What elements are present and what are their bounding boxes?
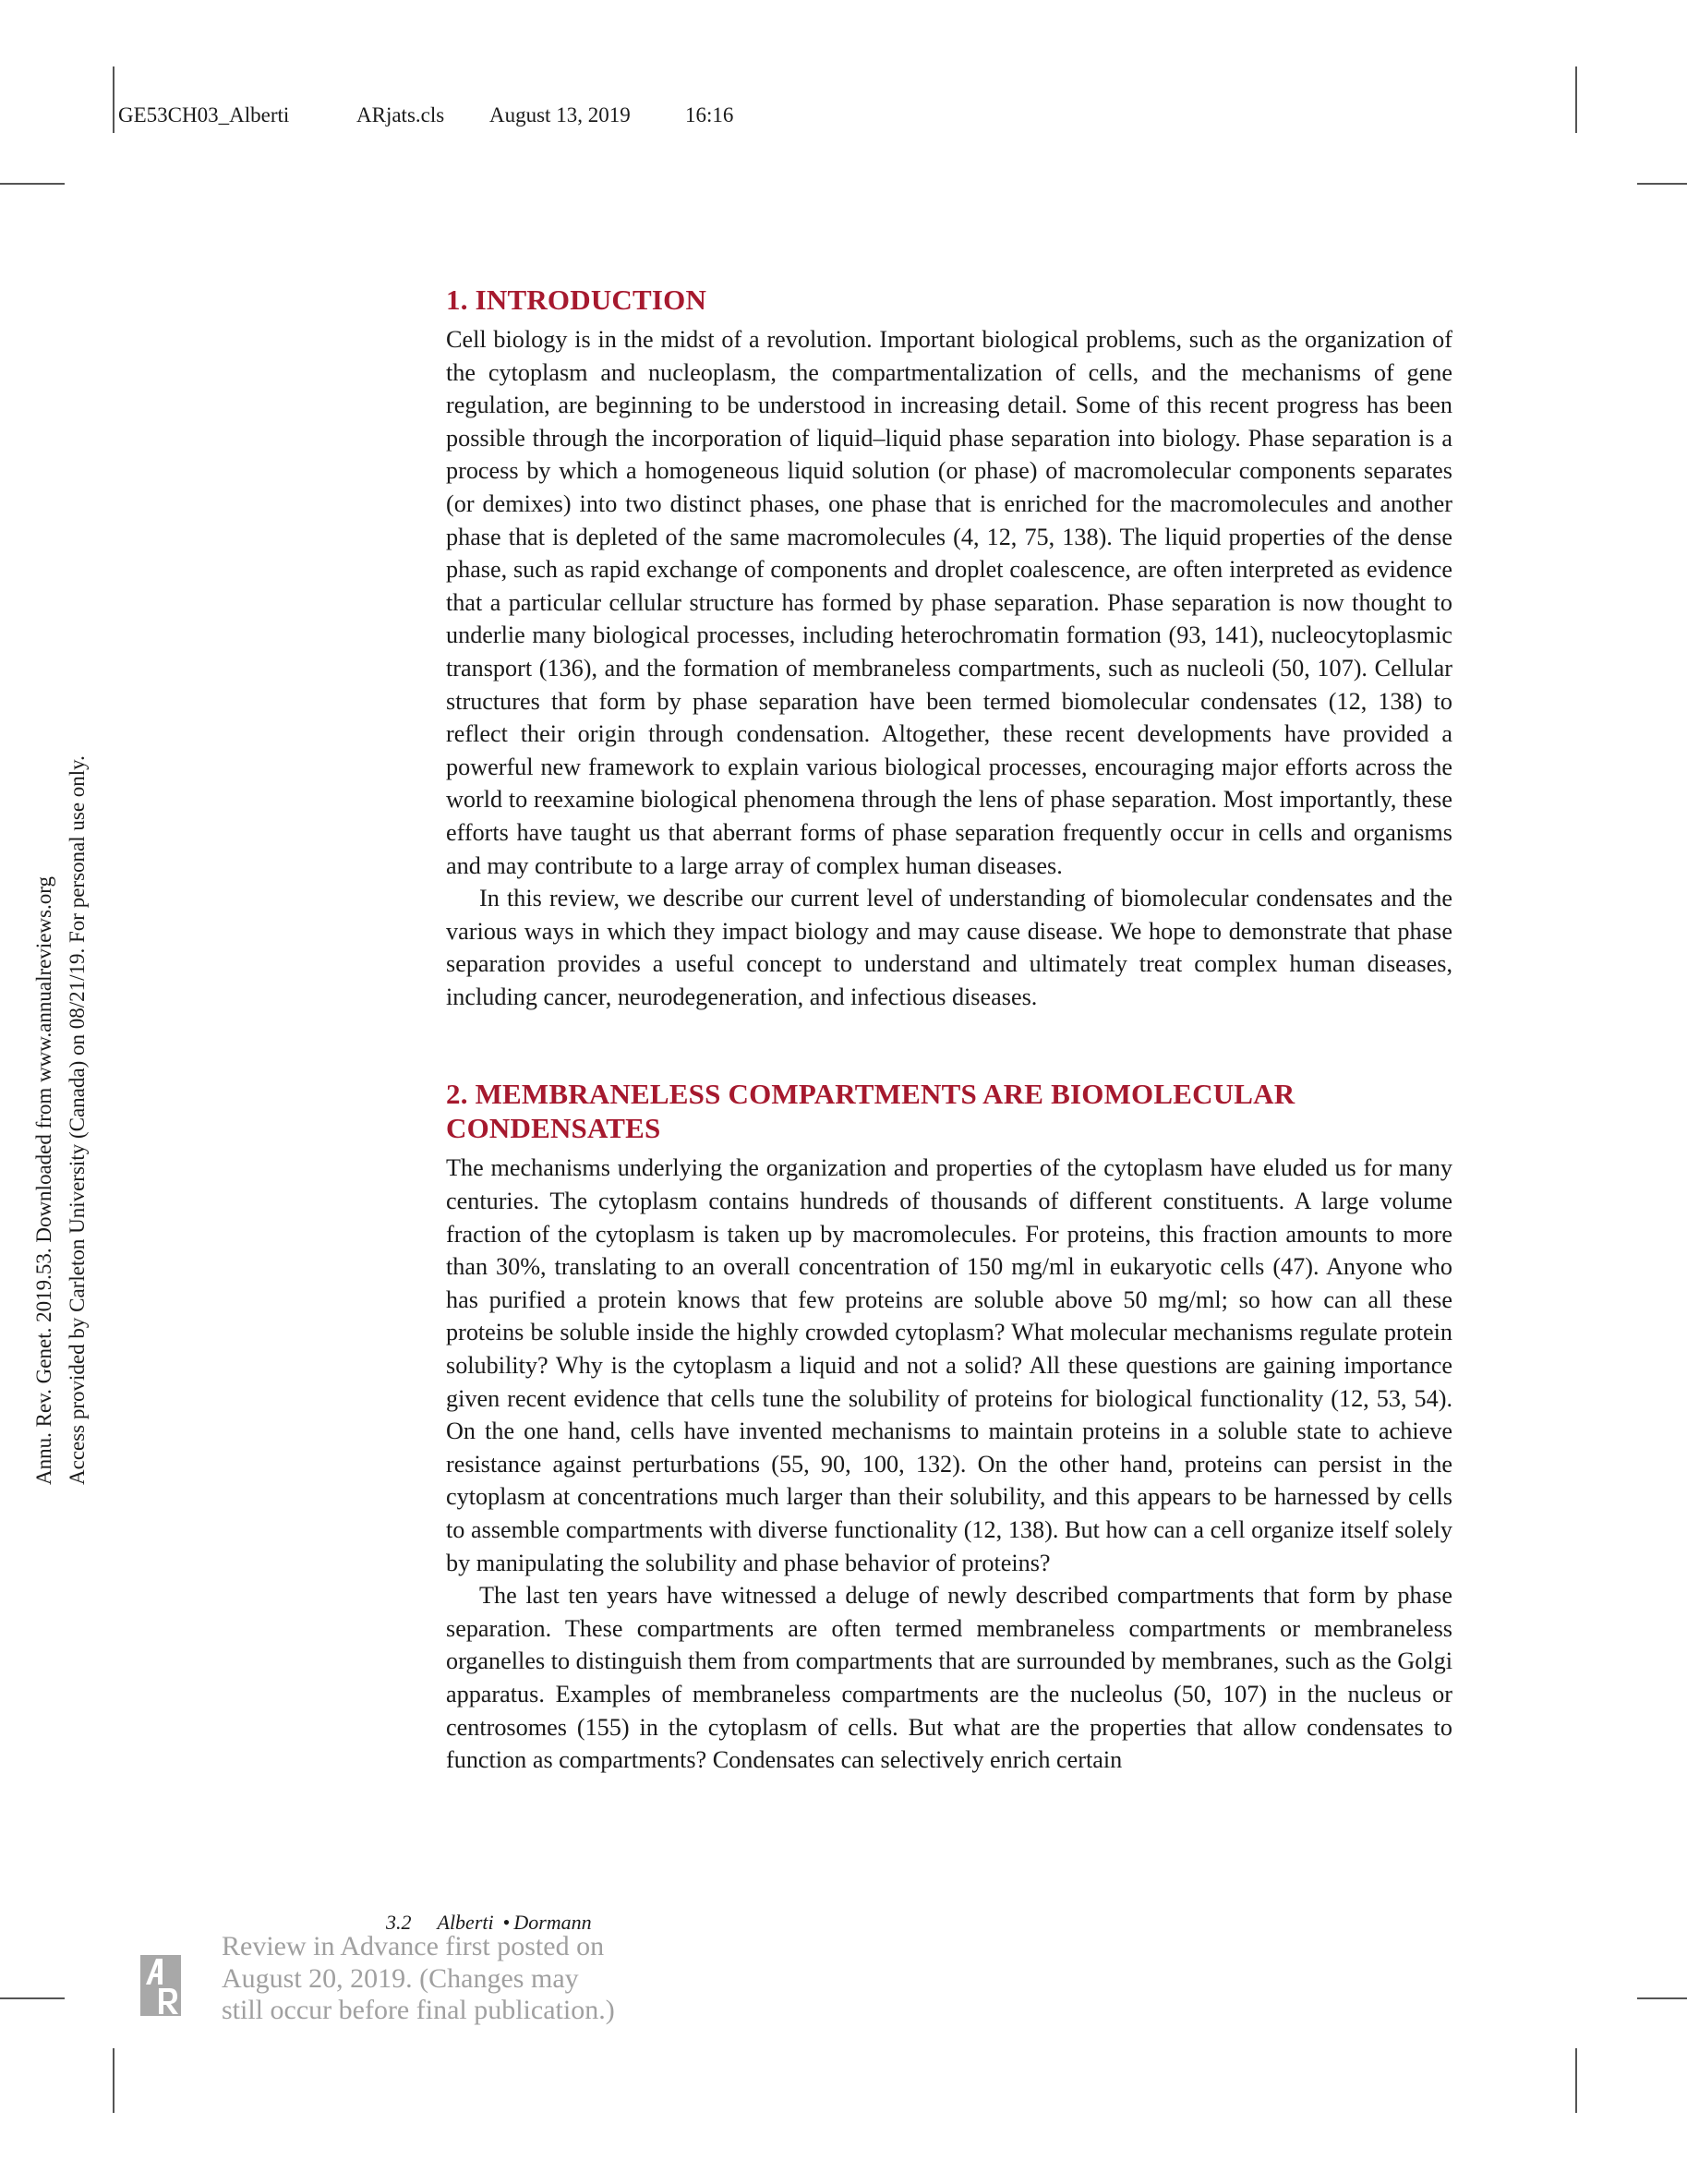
crop-mark: [113, 2048, 114, 2113]
header-class-file: ARjats.cls: [356, 103, 445, 127]
crop-mark: [1637, 1997, 1687, 1999]
review-in-advance-note: [222, 1931, 615, 2027]
crop-mark: [1575, 66, 1577, 133]
crop-mark: [0, 183, 65, 185]
crop-mark: [1575, 2048, 1577, 2113]
crop-mark: [1637, 183, 1687, 185]
header-time: 16:16: [685, 103, 734, 127]
access-note-line: Access provided by Carleton University (Canada) on 08/21/19. For personal use only.: [66, 755, 89, 1485]
review-note-line: Review in Advance first posted on: [222, 1931, 605, 1961]
download-note-line: Annu. Rev. Genet. 2019.53. Downloaded from www.annualreviews.org: [32, 876, 55, 1485]
crop-mark: [113, 66, 114, 133]
annual-reviews-logo: [140, 1955, 181, 2016]
author-separator: •: [502, 1911, 511, 1934]
section-heading-introduction: 1. INTRODUCTION: [446, 284, 707, 316]
header-date: August 13, 2019: [489, 103, 631, 127]
download-access-note: [28, 755, 94, 1485]
crop-mark: [0, 1997, 65, 1999]
paragraph: In this review, we describe our current level of understanding of biomolecular condensates and the various ways in which they impact biology and may cause disease. We hope to demonstrate that phase separation provides a useful concept to understand and ultimately treat complex human diseases, including cancer, neurodegeneration, and infectious diseases.: [446, 885, 1452, 1010]
footer-author: Dormann: [513, 1911, 592, 1934]
paragraph: The last ten years have witnessed a deluge of newly described compartments that form by phase separation. These compartments are often termed membraneless compartments or membraneless organelles to distinguish them from compartments that are surrounded by membranes, such as the Golgi apparatus. Examples of membraneless compartments are the nucleolus (50, 107) in the nucleus or centrosomes (155) in the cytoplasm of cells. But what are the properties that allow condensates to function as compartments? Condensates can selectively enrich certain: [446, 1582, 1452, 1774]
running-header: [118, 103, 733, 127]
review-note-line: August 20, 2019. (Changes may: [222, 1962, 579, 1994]
paragraph: Cell biology is in the midst of a revolution. Important biological problems, such as the organization of the cytoplasm and nucleoplasm, the compartmentalization of cells, and the mechanisms of gene regulation, are beginning to be understood in increasing detail. Some of this recent progress has been possible through the incorporation of liquid–liquid phase separation into biology. Phase separation is a process by which a homogeneous liquid solution (or phase) of macromolecular components separates (or demixes) into two distinct phases, one phase that is enriched for the macromolecules and another phase that is depleted of the same macromolecules (4, 12, 75, 138). The liquid properties of the dense phase, such as rapid exchange of components and droplet coalescence, are often interpreted as evidence that a particular cellular structure has formed by phase separation. Phase separation is now thought to underlie many biological processes, including heterochromatin formation (93, 141), nucleocytoplasmic transport (136), and the formation of membraneless compartments, such as nucleoli (50, 107). Cellular structures that form by phase separation have been termed biomolecular condensates (12, 138) to reflect their origin through condensation. Altogether, these recent developments have provided a powerful new framework to explain various biological processes, encouraging major efforts across the world to reexamine biological phenomena through the lens of phase separation. Most importantly, these efforts have taught us that aberrant forms of phase separation frequently occur in cells and organisms and may contribute to a large array of complex human diseases.: [446, 326, 1452, 879]
page-number: 3.2: [386, 1911, 412, 1934]
article-body: [446, 283, 1452, 1777]
review-note-line: still occur before final publication.): [222, 1995, 615, 2025]
section-heading-membraneless-compartments: 2. MEMBRANELESS COMPARTMENTS ARE BIOMOLECULAR CONDENSATES: [446, 1078, 1295, 1145]
paragraph: The mechanisms underlying the organization and properties of the cytoplasm have eluded us for many centuries. The cytoplasm contains hundreds of thousands of different constituents. A large volume fraction of the cytoplasm is taken up by macromolecules. For proteins, this fraction amounts to more than 30%, translating to an overall concentration of 150 mg/ml in eukaryotic cells (47). Anyone who has purified a protein knows that few proteins are soluble above 50 mg/ml; so how can all these proteins be soluble inside the highly crowded cytoplasm? What molecular mechanisms regulate protein solubility? Why is the cytoplasm a liquid and not a solid? All these questions are gaining importance given recent evidence that cells tune the solubility of proteins for biological functionality (12, 53, 54). On the one hand, cells have invented mechanisms to maintain proteins in a soluble state to achieve resistance against perturbations (55, 90, 100, 132). On the other hand, proteins can persist in the cytoplasm at concentrations much larger than their solubility, and this appears to be harnessed by cells to assemble compartments with diverse functionality (12, 138). But how can a cell organize itself solely by manipulating the solubility and phase behavior of proteins?: [446, 1154, 1452, 1576]
header-file-id: GE53CH03_Alberti: [118, 103, 290, 127]
footer-author: Alberti: [437, 1911, 494, 1934]
